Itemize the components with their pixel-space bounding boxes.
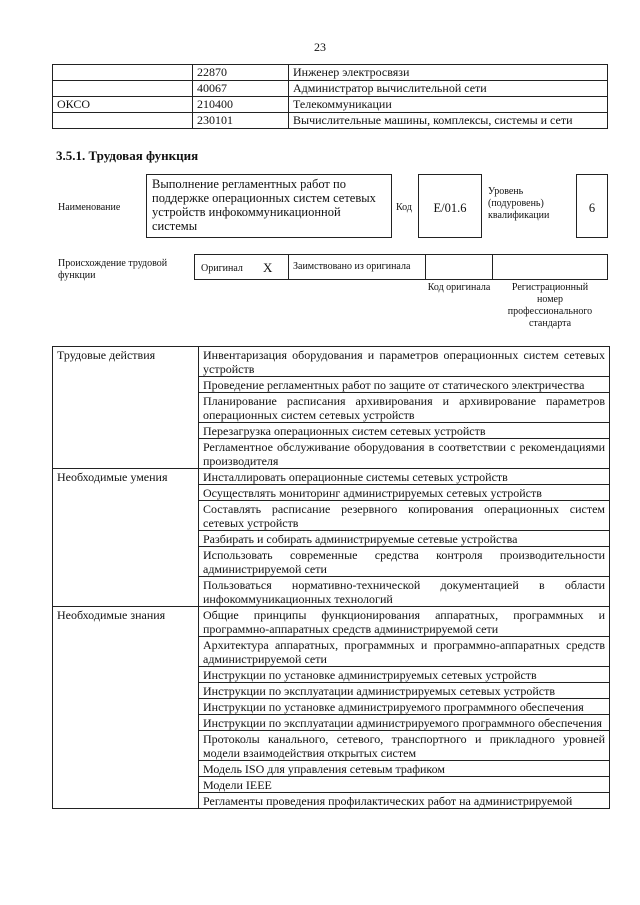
codes-cell-code: 230101 xyxy=(193,113,289,129)
borrowed-box xyxy=(288,254,426,280)
category-label: Необходимые умения xyxy=(53,469,199,607)
item-text: Инструкции по установке администрируемого программного обеспечения xyxy=(199,699,610,715)
codes-cell-name xyxy=(53,65,193,81)
level-value: 6 xyxy=(588,201,596,215)
codes-cell-code: 22870 xyxy=(193,65,289,81)
item-text: Разбирать и собирать администрируемые сетевые устройства xyxy=(199,531,610,547)
codes-cell-name: ОКСО xyxy=(53,97,193,113)
item-text: Инвентаризация оборудования и параметров операционных систем сетевых устройств xyxy=(199,347,610,377)
codes-table-row xyxy=(53,97,608,113)
codes-cell-code: 210400 xyxy=(193,97,289,113)
origin-label: Происхождение трудовой функции xyxy=(58,258,168,281)
codes-table xyxy=(52,64,608,129)
codes-cell-title: Администратор вычислительной сети xyxy=(289,81,608,97)
item-text: Планирование расписания архивирования и архивирование параметров операционных систем сетевых устройств xyxy=(199,393,610,423)
code-label: Код xyxy=(396,202,412,213)
name-label: Наименование xyxy=(58,202,121,213)
item-text: Инсталлировать операционные системы сетевых устройств xyxy=(199,469,610,485)
item-text: Общие принципы функционирования аппаратных, программных и программно-аппаратных средств администрируемой сети xyxy=(199,607,610,637)
item-text: Регламенты проведения профилактических работ на администрируемой xyxy=(199,793,610,809)
codes-table-row xyxy=(53,65,608,81)
item-text: Проведение регламентных работ по защите от статического электричества xyxy=(199,377,610,393)
category-label: Трудовые действия xyxy=(53,347,199,469)
item-text: Осуществлять мониторинг администрируемых сетевых устройств xyxy=(199,485,610,501)
item-text: Модели IEEE xyxy=(199,777,610,793)
page-number: 23 xyxy=(314,40,326,54)
item-text: Инструкции по установке администрируемых сетевых устройств xyxy=(199,667,610,683)
codes-cell-title: Вычислительные машины, комплексы, системы и сети xyxy=(289,113,608,129)
function-table-row xyxy=(53,469,610,485)
item-text: Регламентное обслуживание оборудования в соответствии с рекомендациями производителя xyxy=(199,439,610,469)
codes-cell-title: Инженер электросвязи xyxy=(289,65,608,81)
codes-cell-name xyxy=(53,81,193,97)
original-box xyxy=(194,254,289,280)
item-text: Инструкции по эксплуатации администрируемого программного обеспечения xyxy=(199,715,610,731)
function-name-box xyxy=(146,174,392,238)
code-original-label: Код оригинала xyxy=(427,282,491,293)
level-label: Уровень (подуровень) квалификации xyxy=(488,186,550,221)
codes-table-row xyxy=(53,113,608,129)
item-text: Инструкции по эксплуатации администрируемых сетевых устройств xyxy=(199,683,610,699)
code-original-box xyxy=(425,254,493,280)
function-table-row xyxy=(53,347,610,377)
item-text: Использовать современные средства контроля производительности администрируемой сети xyxy=(199,547,610,577)
category-label: Необходимые знания xyxy=(53,607,199,809)
code-box xyxy=(418,174,482,238)
reg-number-box xyxy=(492,254,608,280)
codes-cell-code: 40067 xyxy=(193,81,289,97)
item-text: Пользоваться нормативно-технической документацией в области инфокоммуникационных технологий xyxy=(199,577,610,607)
original-mark: X xyxy=(263,260,273,275)
codes-cell-title: Телекоммуникации xyxy=(289,97,608,113)
codes-table-row xyxy=(53,81,608,97)
function-name-value: Выполнение регламентных работ по поддержке операционных систем сетевых устройств инфокоммуникационной системы xyxy=(152,177,376,233)
function-details-table xyxy=(52,346,610,809)
reg-number-label: Регистрационный номер профессионального стандарта xyxy=(507,282,593,329)
section-heading: 3.5.1. Трудовая функция xyxy=(56,148,199,163)
code-value: E/01.6 xyxy=(433,201,467,215)
function-table-row xyxy=(53,607,610,637)
item-text: Перезагрузка операционных систем сетевых устройств xyxy=(199,423,610,439)
item-text: Протоколы канального, сетевого, транспортного и прикладного уровней модели взаимодействия открытых систем xyxy=(199,731,610,761)
codes-cell-name xyxy=(53,113,193,129)
original-label: Оригинал xyxy=(201,263,243,274)
item-text: Модель ISO для управления сетевым трафиком xyxy=(199,761,610,777)
item-text: Составлять расписание резервного копирования операционных систем сетевых устройств xyxy=(199,501,610,531)
level-box xyxy=(576,174,608,238)
item-text: Архитектура аппаратных, программных и программно-аппаратных средств администрируемой сети xyxy=(199,637,610,667)
borrowed-label: Заимствовано из оригинала xyxy=(293,261,411,272)
